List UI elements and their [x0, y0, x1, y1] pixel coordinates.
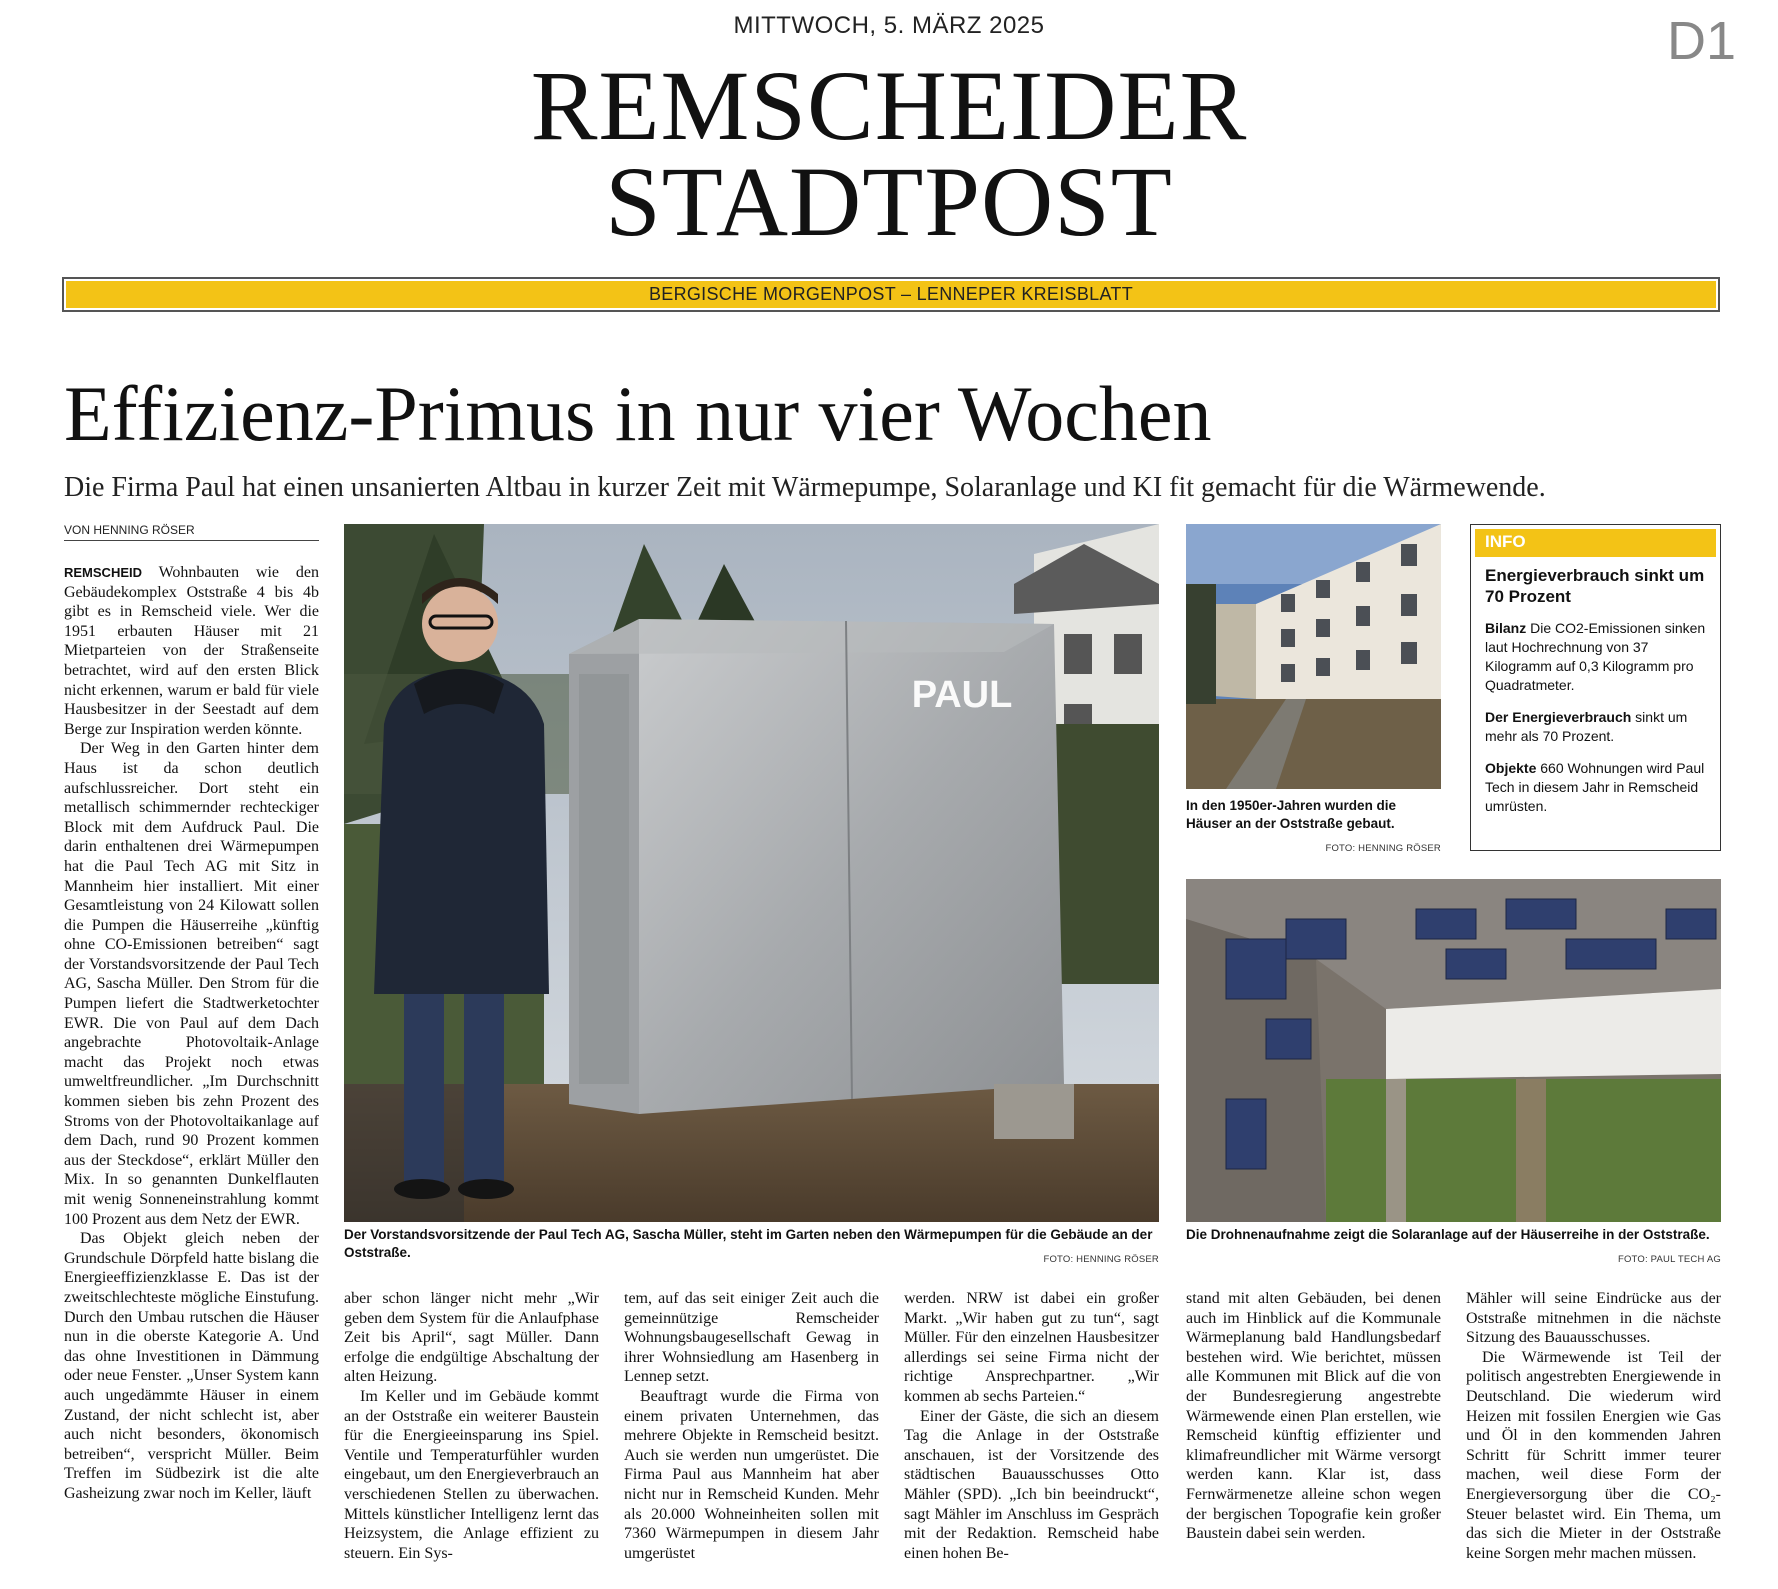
paragraph: stand mit alten Gebäuden, bei denen auch im Hinblick auf die Kommunale Wärmeplanung bald Handlungsbedarf bestehen wird. Wie berichtet, müssen alle Kommunen mit Blick auf die von der Bundesregierung angestrebte Wärmewende einen Plan erstellen, wie Remscheid künftig effizienter und klimafreundlicher mit Wärme versorgt werden kann. Klar ist, dass Fernwärmenetze alleine schon wegen der bergischen Topografie kein großer Baustein dabei sein werden. [1186, 1290, 1441, 1543]
article-column-2 [344, 1289, 599, 1563]
building-photo-credit: FOTO: HENNING RÖSER [1325, 843, 1441, 854]
info-tag: INFO [1475, 529, 1716, 557]
main-photo-caption: Der Vorstandsvorsitzende der Paul Tech AG, Sascha Müller, steht im Garten neben den Wärmepumpen für die Gebäude an der Oststraße. [344, 1227, 1153, 1260]
drone-photo-image [1186, 879, 1721, 1222]
paragraph: Der Weg in den Garten hinter dem Haus ist da schon deutlich aufschlussreicher. Dort steht ein metallisch schimmernder rechteckiger Block mit dem Aufdruck Paul. Die darin enthaltenen drei Wärmepumpen hat die Paul Tech AG mit Sitz in Mannheim hier installiert. Mit einer Gesamtleistung von 24 Kilowatt sollen die Pumpen die Häuserreihe „künftig ohne CO-Emissionen betreiben“ sagt der Vorstandsvorsitzende der Paul Tech AG, Sascha Müller. Den Strom für die Pumpen liefert die Stadtwerketochter EWR. Die von Paul auf dem Dach angebrachte Photovoltaik-Anlage macht das Projekt noch etwas umweltfreundlicher. „Im Durchschnitt kommen sieben bis zehn Prozent des Stroms von der Photovoltaikanlage auf dem Dach, rund 90 Prozent kommen aus der Steckdose“, erklärt Müller den Mix. In so genannten Dunkelflauten mit wenig Sonneneinstrahlung kommt 100 Prozent aus dem Netz der EWR. [64, 740, 319, 1228]
issue-date: MITTWOCH, 5. MÄRZ 2025 [733, 12, 1045, 39]
paragraph: Einer der Gäste, die sich an diesem Tag die Anlage in der Oststraße anschauen, ist der Vorsitzende des städtischen Bauausschusses Otto Mähler (SPD). „Ich bin beeindruckt“, sagt Mähler im Anschluss im Gespräch mit der Redaktion. Remscheid habe einen hohen Be- [904, 1407, 1159, 1562]
info-item: Bilanz Die CO2-Emissionen sinken laut Hochrechnung von 37 Kilogramm auf 0,3 Kilogramm pro Quadratmeter. [1485, 620, 1706, 693]
drone-photo-credit: FOTO: PAUL TECH AG [1617, 1254, 1721, 1265]
page-number: D1 [1666, 11, 1736, 71]
article-column-3 [624, 1289, 879, 1563]
paragraph: werden. NRW ist dabei ein großer Markt. „Wir haben gut zu tun“, sagt Müller. Für den einzelnen Hausbesitzer allerdings sei seine Firma nicht der richtige Ansprechpartner. „Wir kommen ab sechs Parteien.“ [904, 1290, 1159, 1405]
main-photo [344, 524, 1159, 1222]
building-photo-caption: In den 1950er-Jahren wurden die Häuser an der Oststraße gebaut. [1186, 798, 1397, 831]
article-column-4 [904, 1289, 1159, 1563]
masthead-subbar [62, 277, 1720, 312]
masthead [0, 50, 1778, 257]
info-title: Energieverbrauch sinkt um 70 Prozent [1485, 566, 1705, 606]
info-item: Der Energieverbrauch sinkt um mehr als 70 Prozent. [1485, 709, 1688, 744]
building-photo [1186, 524, 1441, 789]
masthead-line2: STADTPOST [605, 146, 1173, 257]
building-photo-image [1186, 524, 1441, 789]
paragraph: aber schon länger nicht mehr „Wir geben dem System für die Anlaufphase Zeit bis April“, sagt Müller. Dann erfolge die endgültige Abschaltung der alten Heizung. [344, 1290, 599, 1386]
byline: VON HENNING RÖSER [64, 523, 319, 541]
paragraph: Die Wärmewende ist Teil der politisch angestrebten Energiewende in Deutschland. Die wiederum wird Heizen mit fossilen Energien wie Gas und Öl in den kommenden Jahren Schritt für Schritt immer teurer machen, weil diese Form der Energieversorgung über die CO₂-Steuer belastet wird. Ein Thema, um das sich die Mieter in der Oststraße keine Sorgen mehr machen müssen. [1466, 1348, 1721, 1562]
info-item: Objekte 660 Wohnungen wird Paul Tech in diesem Jahr in Remscheid umrüsten. [1485, 760, 1705, 814]
dateline: REMSCHEID [64, 565, 143, 580]
heat-pump-photo-image [344, 524, 1159, 1222]
article-column-6 [1466, 1289, 1721, 1563]
paragraph: Im Keller und im Gebäude kommt an der Oststraße ein weiterer Baustein für die Energieeinsparung ins Spiel. Ventile und Temperaturfühler wurden eingebaut, um den Energieverbrauch an verschiedenen Stellen zu überwachen. Mittels künstlicher Intelligenz lernt das Heizsystem, die Anlage effizient zu steuern. Ein Sys- [344, 1387, 599, 1562]
drone-photo [1186, 879, 1721, 1222]
subbar-text: BERGISCHE MORGENPOST – LENNEPER KREISBLATT [66, 281, 1716, 308]
paragraph: tem, auf das seit einiger Zeit auch die gemeinnützige Remscheider Wohnungsbaugesellschaft Gewag in ihrer Wohnsiedlung am Hasenberg in Lennep setzt. [624, 1290, 879, 1386]
paragraph: REMSCHEID Wohnbauten wie den Gebäudekomplex Oststraße 4 bis 4b gibt es in Remscheid viele. Wer die 1951 erbauten Häuser mit 21 Mietparteien von der Straßenseite betrachtet, wird auf den ersten Blick nicht erkennen, warum er bald für viele Hausbesitzer in der Seestadt auf dem Berge zur Inspiration werden könnte. [64, 564, 319, 738]
drone-photo-caption: Die Drohnenaufnahme zeigt die Solaranlage auf der Häuserreihe in der Oststraße. [1186, 1227, 1710, 1242]
article-dek: Die Firma Paul hat einen unsanierten Altbau in kurzer Zeit mit Wärmepumpe, Solaranlage und KI fit gemacht für die Wärmewende. [64, 472, 1546, 503]
paragraph: Beauftragt wurde die Firma von einem privaten Unternehmen, das mehrere Objekte in Remscheid besitzt. Auch sie werden nun umgerüstet. Die Firma Paul aus Mannheim hat aber nicht nur in Remscheid Kunden. Mehr als 20.000 Wohneinheiten sollen mit 7360 Wärmepumpen in diesem Jahr umgerüstet [624, 1387, 879, 1562]
paragraph: Das Objekt gleich neben der Grundschule Dörpfeld hatte bislang die Energieeffizienzklasse E. Das ist der zweitschlechteste mögliche Einstufung. Durch den Umbau rutschen die Häuser nun in die oberste Kategorie A. Und das ohne Investitionen in Dämmung oder neue Fenster. „Unser System kann auch ungedämmte Häuser in einem Zustand, der nicht schlecht ist, aber auch nicht besonders, ökonomisch betreiben“, verspricht Müller. Beim Treffen im Südbezirk ist die alte Gasheizung zwar noch im Keller, läuft [64, 1230, 319, 1502]
info-box [1470, 524, 1721, 851]
masthead-line1: REMSCHEIDER [530, 50, 1248, 161]
article-column-1 [64, 563, 319, 1504]
article-headline: Effizienz-Primus in nur vier Wochen [64, 370, 1212, 457]
unit-sign-text: PAUL [911, 674, 1013, 716]
main-photo-credit: FOTO: HENNING RÖSER [1043, 1254, 1159, 1265]
paragraph: Mähler will seine Eindrücke aus der Oststraße mitnehmen in die nächste Sitzung des Bauausschusses. [1466, 1290, 1721, 1347]
article-column-5 [1186, 1289, 1441, 1544]
